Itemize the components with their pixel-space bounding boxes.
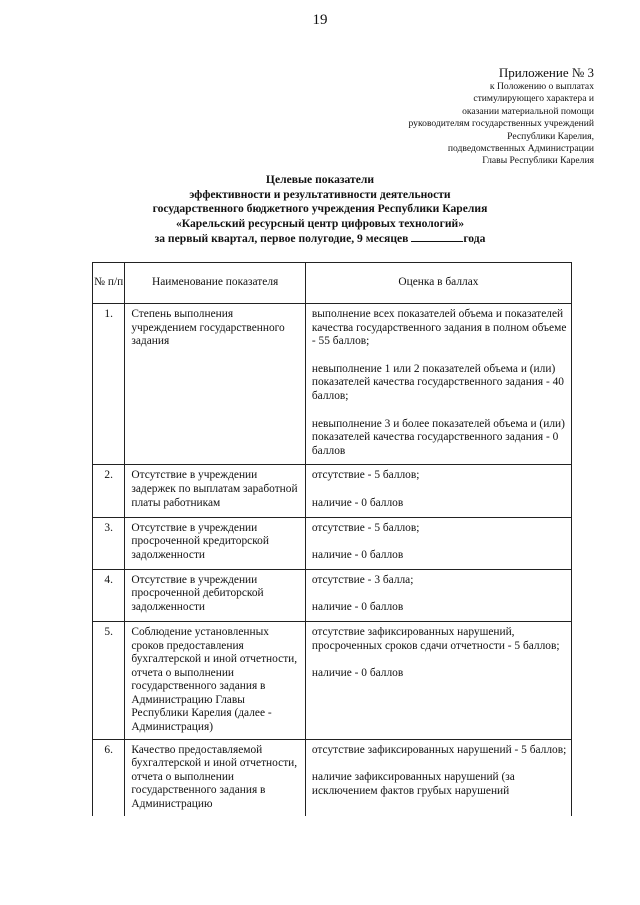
score-cell xyxy=(305,517,571,569)
appendix-line: оказании материальной помощи xyxy=(462,105,594,117)
score-criterion: отсутствие зафиксированных нарушений - 5 баллов; xyxy=(311,743,567,756)
page-number: 19 xyxy=(312,12,328,28)
appendix-line: к Положению о выплатах xyxy=(489,81,594,92)
indicator-name: Соблюдение установленных сроков предоставления бухгалтерской и иной отчетности, отчета о выполнении государственного задания в Администрацию Главы Республики Карелия (далее - Администрация) xyxy=(125,621,306,739)
score-cell xyxy=(305,465,571,517)
score-criterion: отсутствие зафиксированных нарушений, просроченных сроков сдачи отчетности - 5 баллов; xyxy=(311,625,560,652)
title-period xyxy=(0,231,640,247)
table-row xyxy=(93,621,572,739)
period-suffix: года xyxy=(463,232,486,246)
indicator-name: Степень выполнения учреждением государственного задания xyxy=(125,304,306,465)
title-line: эффективности и результативности деятельности xyxy=(189,187,451,201)
score-criterion: невыполнение 1 или 2 показателей объема и (или) показателей качества государственного задания - 40 баллов; xyxy=(311,362,565,402)
indicator-name: Отсутствие в учреждении просроченной дебиторской задолженности xyxy=(125,569,306,621)
title-line: Целевые показатели xyxy=(265,173,375,186)
table-row xyxy=(93,517,572,569)
header-number: № п/п xyxy=(93,263,125,304)
appendix-line: стимулирующего характера и xyxy=(473,93,594,105)
indicator-name: Отсутствие в учреждении просроченной кредиторской задолженности xyxy=(125,517,306,569)
appendix-line: Главы Республики Карелия xyxy=(482,155,594,167)
score-criterion: невыполнение 3 и более показателей объема и (или) показателей качества государственного задания - 0 баллов xyxy=(311,417,565,457)
table-row xyxy=(93,739,572,815)
row-number: 3. xyxy=(93,517,125,569)
period-prefix: за первый квартал, первое полугодие, 9 месяцев xyxy=(154,232,409,246)
appendix-line: руководителям государственных учреждений xyxy=(408,118,594,130)
score-cell xyxy=(305,569,571,621)
header-indicator-name: Наименование показателя xyxy=(125,263,306,304)
score-criterion: отсутствие - 5 баллов; xyxy=(311,469,420,482)
document-title xyxy=(0,173,640,247)
score-cell xyxy=(305,739,571,815)
score-criterion: наличие - 0 баллов xyxy=(311,667,404,680)
appendix-line: подведомственных Администрации xyxy=(447,143,594,155)
indicator-name: Качество предоставляемой бухгалтерской и иной отчетности, отчета о выполнении государственного задания в Администрацию xyxy=(125,739,306,815)
appendix-line: Республики Карелия, xyxy=(507,130,594,142)
score-criterion: наличие - 0 баллов xyxy=(311,601,404,614)
row-number: 5. xyxy=(93,621,125,739)
header-score: Оценка в баллах xyxy=(305,263,571,304)
indicators-table xyxy=(92,262,572,816)
table-row xyxy=(93,304,572,465)
title-line: «Карельский ресурсный центр цифровых технологий» xyxy=(175,216,465,230)
score-cell xyxy=(305,304,571,465)
row-number: 6. xyxy=(93,739,125,815)
score-criterion: наличие зафиксированных нарушений (за исключением фактов грубых нарушений xyxy=(311,771,515,797)
table-row xyxy=(93,569,572,621)
score-criterion: отсутствие - 3 балла; xyxy=(311,573,414,586)
score-criterion: отсутствие - 5 баллов; xyxy=(311,521,420,534)
row-number: 2. xyxy=(93,465,125,517)
indicator-name: Отсутствие в учреждении задержек по выплатам заработной платы работникам xyxy=(125,465,306,517)
title-line: государственного бюджетного учреждения Республики Карелия xyxy=(152,202,488,216)
row-number: 1. xyxy=(93,304,125,465)
appendix-title: Приложение № 3 xyxy=(498,65,594,80)
table-row xyxy=(93,465,572,517)
appendix-block xyxy=(409,64,595,168)
year-blank-line xyxy=(411,231,463,242)
row-number: 4. xyxy=(93,569,125,621)
table-header-row xyxy=(93,263,572,304)
score-criterion: выполнение всех показателей объема и показателей качества государственного задания в полном объеме - 55 баллов; xyxy=(311,308,567,348)
score-criterion: наличие - 0 баллов xyxy=(311,549,404,562)
score-cell xyxy=(305,621,571,739)
score-criterion: наличие - 0 баллов xyxy=(311,496,404,509)
